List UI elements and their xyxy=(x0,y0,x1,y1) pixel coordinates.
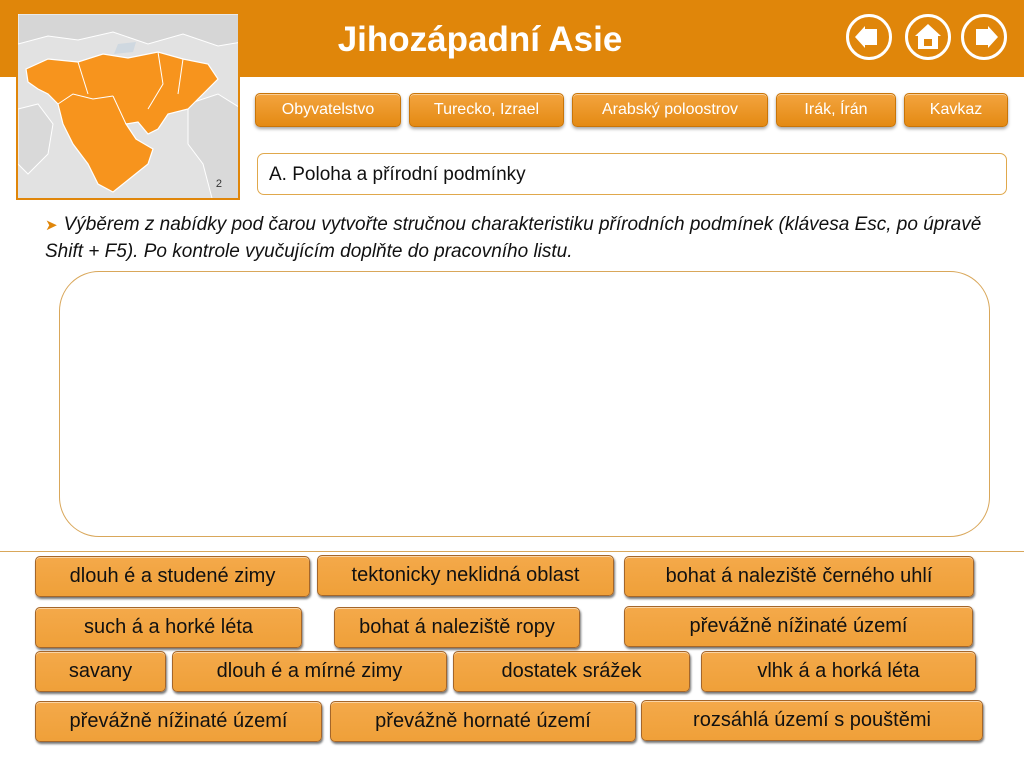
option-tile[interactable]: vlhk á a horká léta xyxy=(701,651,976,692)
tab-arabsky-poloostrov[interactable]: Arabský poloostrov xyxy=(572,93,768,127)
option-tile[interactable]: dlouh é a studené zimy xyxy=(35,556,310,597)
home-icon xyxy=(908,17,948,57)
tab-obyvatelstvo[interactable]: Obyvatelstvo xyxy=(255,93,401,127)
forward-button[interactable] xyxy=(961,14,1007,60)
section-heading-box xyxy=(257,153,1007,195)
option-tile[interactable]: rozsáhlá území s pouštěmi xyxy=(641,700,983,741)
option-tile[interactable]: převážně nížinaté území xyxy=(624,606,973,647)
option-tile[interactable]: převážně nížinaté území xyxy=(35,701,322,742)
bullet-arrow-icon: ➤ xyxy=(45,217,58,234)
southwest-asia-map-image xyxy=(18,14,240,200)
region-map xyxy=(16,12,240,200)
tab-irak-iran[interactable]: Irák, Írán xyxy=(776,93,896,127)
option-tile[interactable]: dostatek srážek xyxy=(453,651,690,692)
option-tile[interactable]: such á a horké léta xyxy=(35,607,302,648)
option-tile[interactable]: savany xyxy=(35,651,166,692)
arrow-right-icon xyxy=(964,17,1004,57)
option-tile[interactable]: bohat á naleziště ropy xyxy=(334,607,580,648)
answer-area[interactable] xyxy=(59,271,990,537)
option-tile[interactable]: tektonicky neklidná oblast xyxy=(317,555,614,596)
page-title: Jihozápadní Asie xyxy=(337,20,623,59)
separator-line xyxy=(0,551,1024,552)
option-tile[interactable]: převážně hornaté území xyxy=(330,701,636,742)
home-button[interactable] xyxy=(905,14,951,60)
option-tile[interactable]: dlouh é a mírné zimy xyxy=(172,651,447,692)
tab-turecko-izrael[interactable]: Turecko, Izrael xyxy=(409,93,564,127)
section-title: A. Poloha a přírodní podmínky xyxy=(269,164,526,185)
back-button[interactable] xyxy=(846,14,892,60)
slide-number: 2 xyxy=(215,178,222,190)
instruction-body: Výběrem z nabídky pod čarou vytvořte stručnou charakteristiku přírodních podmínek (klávesa Esc, po úpravě Shift + F5). Po kontrole vyučujícím doplňte do pracovního listu. xyxy=(45,214,982,262)
instruction-text xyxy=(45,212,995,265)
option-tile[interactable]: bohat á naleziště černého uhlí xyxy=(624,556,974,597)
tab-kavkaz[interactable]: Kavkaz xyxy=(904,93,1008,127)
arrow-left-icon xyxy=(849,17,889,57)
